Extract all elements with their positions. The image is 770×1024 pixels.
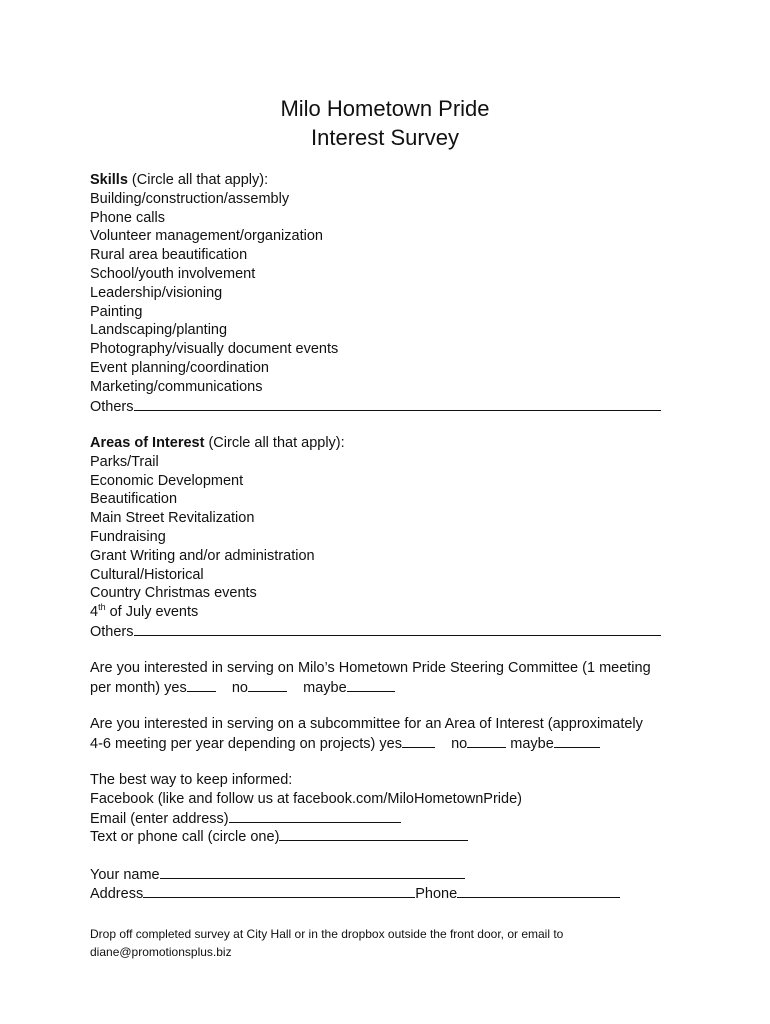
subcommittee-answer-row xyxy=(90,734,643,753)
subcommittee-no-field[interactable] xyxy=(467,734,506,748)
interests-instruction: (Circle all that apply): xyxy=(204,435,345,451)
interests-heading xyxy=(90,434,661,453)
name-field[interactable] xyxy=(160,865,465,879)
email-label: Email (enter address) xyxy=(90,810,229,827)
address-label: Address xyxy=(90,885,144,902)
footer-note xyxy=(90,926,563,961)
skills-others-row xyxy=(90,397,661,416)
skills-heading-label: Skills xyxy=(90,172,128,188)
interests-section xyxy=(90,434,661,641)
skill-item[interactable]: Phone calls xyxy=(90,209,165,226)
contact-section xyxy=(90,771,522,846)
steering-question-text: Are you interested in serving on Milo’s Hometown Pride Steering Committee (1 meeting xyxy=(90,660,651,676)
skill-item[interactable]: Landscaping/planting xyxy=(90,322,228,339)
steering-no-label: no xyxy=(231,679,248,696)
address-row xyxy=(90,884,620,903)
phone-label: Phone xyxy=(415,885,458,902)
contact-heading: The best way to keep informed: xyxy=(90,772,293,788)
skill-item[interactable]: Painting xyxy=(90,303,143,320)
contact-facebook[interactable]: Facebook (like and follow us at facebook.com/MiloHometownPride) xyxy=(90,790,522,807)
text-phone-field[interactable] xyxy=(279,827,468,841)
skill-item[interactable]: Volunteer management/organization xyxy=(90,228,323,245)
steering-question xyxy=(90,659,651,697)
phone-field[interactable] xyxy=(457,884,620,898)
skills-heading xyxy=(90,171,661,190)
interest-item[interactable]: Country Christmas events xyxy=(90,585,257,602)
skills-others-label: Others xyxy=(90,398,134,415)
interests-others-row xyxy=(90,622,661,641)
skill-item[interactable]: Building/construction/assembly xyxy=(90,190,290,207)
subcommittee-question xyxy=(90,715,643,753)
subcommittee-maybe-field[interactable] xyxy=(554,734,600,748)
subcommittee-prefix: 4-6 meeting per year depending on projects) xyxy=(90,735,380,752)
interest-item[interactable]: Cultural/Historical xyxy=(90,566,204,583)
skill-item[interactable]: Rural area beautification xyxy=(90,247,248,264)
interest-item[interactable]: Fundraising xyxy=(90,528,166,545)
steering-answer-row xyxy=(90,678,651,697)
skill-item[interactable]: Marketing/communications xyxy=(90,378,263,395)
interest-item-july[interactable] xyxy=(90,603,661,622)
skill-item[interactable]: Event planning/coordination xyxy=(90,359,269,376)
steering-maybe-label: maybe xyxy=(303,679,347,696)
title-line-2: Interest Survey xyxy=(311,125,459,150)
interests-heading-label: Areas of Interest xyxy=(90,435,205,451)
interest-item[interactable]: Grant Writing and/or administration xyxy=(90,547,315,564)
skills-instruction: (Circle all that apply): xyxy=(127,172,269,188)
subcommittee-no-label: no xyxy=(451,735,468,752)
name-label: Your name xyxy=(90,867,160,883)
interests-others-field[interactable] xyxy=(134,622,661,636)
email-field[interactable] xyxy=(229,809,401,823)
contact-email-row xyxy=(90,809,522,828)
interest-item[interactable]: Economic Development xyxy=(90,472,244,489)
steering-no-field[interactable] xyxy=(248,678,287,692)
steering-yes-field[interactable] xyxy=(187,678,216,692)
july-suffix: th xyxy=(98,602,106,613)
name-row xyxy=(90,865,620,884)
interest-item[interactable]: Parks/Trail xyxy=(90,453,159,470)
subcommittee-yes-field[interactable] xyxy=(402,734,435,748)
subcommittee-maybe-label: maybe xyxy=(510,735,554,752)
skill-item[interactable]: Photography/visually document events xyxy=(90,341,339,358)
skill-item[interactable]: School/youth involvement xyxy=(90,265,256,282)
july-number: 4 xyxy=(90,604,99,621)
footer-line-1: Drop off completed survey at City Hall or in the dropbox outside the front door, or email to xyxy=(90,927,564,941)
personal-section xyxy=(90,865,620,903)
skills-section xyxy=(90,171,661,415)
contact-text-row xyxy=(90,827,522,846)
title-line-1: Milo Hometown Pride xyxy=(280,96,490,121)
interest-item[interactable]: Main Street Revitalization xyxy=(90,510,255,527)
steering-maybe-field[interactable] xyxy=(347,678,395,692)
july-rest: of July events xyxy=(105,604,199,621)
text-phone-label: Text or phone call (circle one) xyxy=(90,829,280,846)
interests-others-label: Others xyxy=(90,623,134,640)
subcommittee-question-text: Are you interested in serving on a subcommittee for an Area of Interest (approximately xyxy=(90,716,643,732)
subcommittee-yes-label: yes xyxy=(379,735,402,752)
skills-others-field[interactable] xyxy=(134,397,661,411)
address-field[interactable] xyxy=(143,884,415,898)
skill-item[interactable]: Leadership/visioning xyxy=(90,284,223,301)
steering-prefix: per month) xyxy=(90,679,165,696)
steering-yes-label: yes xyxy=(164,679,187,696)
interest-item[interactable]: Beautification xyxy=(90,491,178,508)
footer-email[interactable]: diane@promotionsplus.biz xyxy=(90,944,232,959)
